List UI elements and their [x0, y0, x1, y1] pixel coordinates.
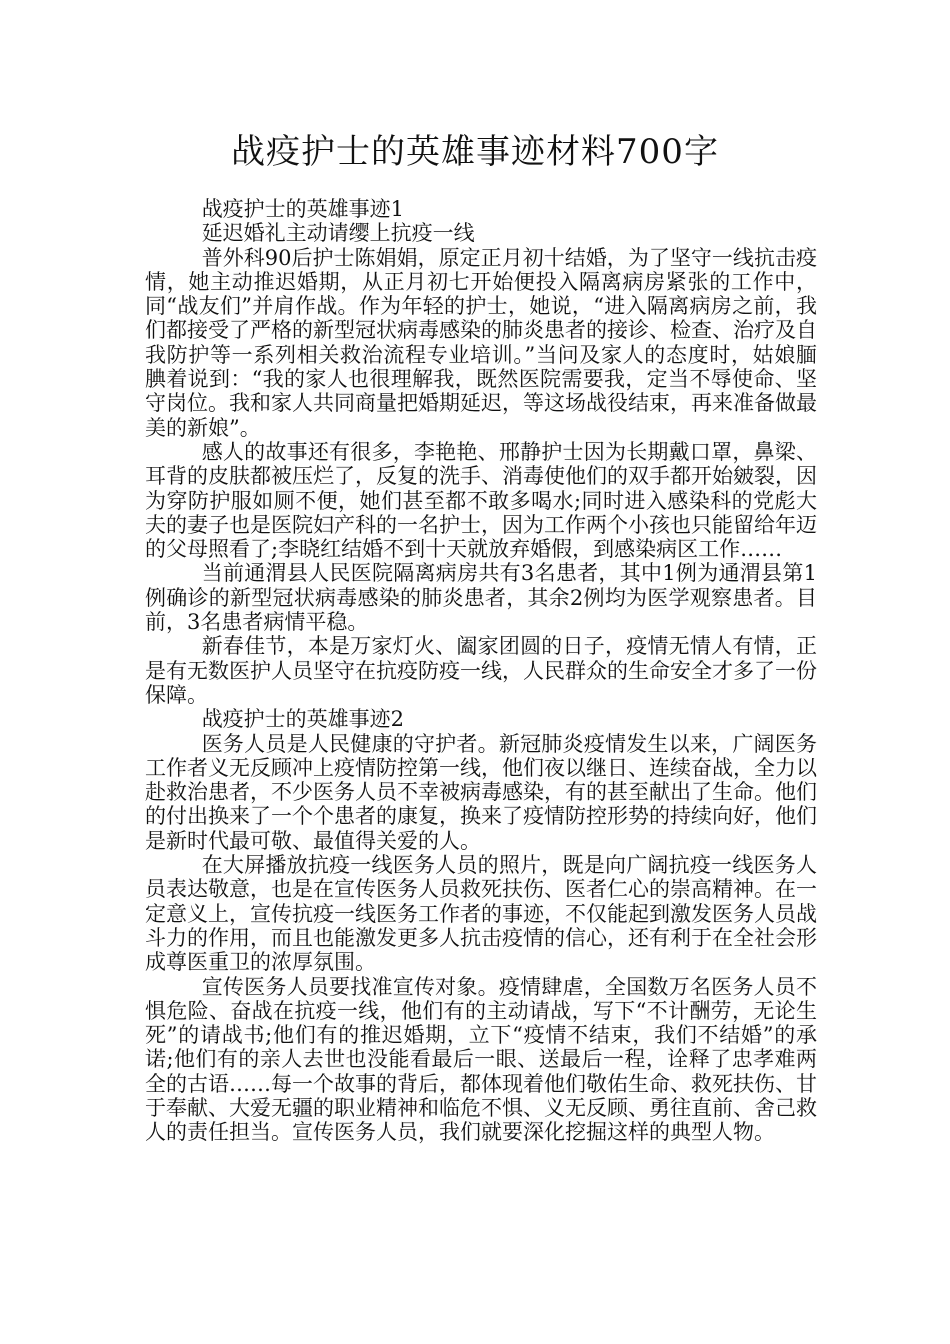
paragraph: 当前通渭县人民医院隔离病房共有3名患者，其中1例为通渭县第1例确诊的新型冠状病毒感染的肺炎患者，其余2例均为医学观察患者。目前，3名患者病情平稳。 — [145, 561, 817, 635]
section-heading-2: 战疫护士的英雄事迹2 — [201, 707, 405, 732]
paragraph: 在大屏播放抗疫一线医务人员的照片，既是向广阔抗疫一线医务人员表达敬意，也是在宣传医务人员救死扶伤、医者仁心的崇高精神。在一定意义上，宣传抗疫一线医务工作者的事迹，不仅能起到激发医务人员战斗力的作用，而且也能激发更多人抗击疫情的信心，还有利于在全社会形成尊医重卫的浓厚氛围。 — [145, 853, 817, 975]
paragraph: 新春佳节，本是万家灯火、阖家团圆的日子，疫情无情人有情，正是有无数医护人员坚守在抗疫防疫一线，人民群众的生命安全才多了一份保障。 — [145, 634, 817, 707]
paragraph: 普外科90后护士陈娟娟，原定正月初十结婚，为了坚守一线抗击疫情，她主动推迟婚期，从正月初七开始便投入隔离病房紧张的工作中，同“战友们”并肩作战。作为年轻的护士，她说，“进入隔离病房之前，我们都接受了严格的新型冠状病毒感染的肺炎患者的接诊、检查、治疗及自我防护等一系列相关救治流程专业培训。”当问及家人的态度时，姑娘腼腆着说到：“我的家人也很理解我，既然医院需要我，定当不辱使命、坚守岗位。我和家人共同商量把婚期延迟，等这场战役结束，再来准备做最美的新娘”。 — [145, 245, 817, 440]
section-heading-1: 战疫护士的英雄事迹1 — [201, 197, 405, 221]
document-body — [145, 197, 817, 1145]
document-title: 战疫护士的英雄事迹材料700字 — [231, 132, 719, 172]
subheading: 延迟婚礼主动请缨上抗疫一线 — [201, 221, 475, 246]
paragraph: 感人的故事还有很多，李艳艳、邢静护士因为长期戴口罩，鼻梁、耳背的皮肤都被压烂了，反复的洗手、消毒使他们的双手都开始皴裂，因为穿防护服如厕不便，她们甚至都不敢多喝水;同时进入感染科的党彪大夫的妻子也是医院妇产科的一名护士，因为工作两个小孩也只能留给年迈的父母照看了;李晓红结婚不到十天就放弃婚假，到感染病区工作…… — [145, 439, 817, 562]
paragraph: 医务人员是人民健康的守护者。新冠肺炎疫情发生以来，广阔医务工作者义无反顾冲上疫情防控第一线，他们夜以继日、连续奋战，全力以赴救治患者，不少医务人员不幸被病毒感染，有的甚至献出了生命。他们的付出换来了一个个患者的康复，换来了疫情防控形势的持续向好，他们是新时代最可敬、最值得关爱的人。 — [145, 731, 817, 853]
paragraph: 宣传医务人员要找准宣传对象。疫情肆虐，全国数万名医务人员不惧危险、奋战在抗疫一线，他们有的主动请战，写下“不计酬劳，无论生死”的请战书;他们有的推迟婚期，立下“疫情不结束，我们不结婚”的承诺;他们有的亲人去世也没能看最后一眼、送最后一程，诠释了忠孝难两全的古语……每一个故事的背后，都体现着他们敬佑生命、救死扶伤、甘于奉献、大爱无疆的职业精神和临危不惧、义无反顾、勇往直前、舍己救人的责任担当。宣传医务人员，我们就要深化挖掘这样的典型人物。 — [145, 974, 817, 1145]
